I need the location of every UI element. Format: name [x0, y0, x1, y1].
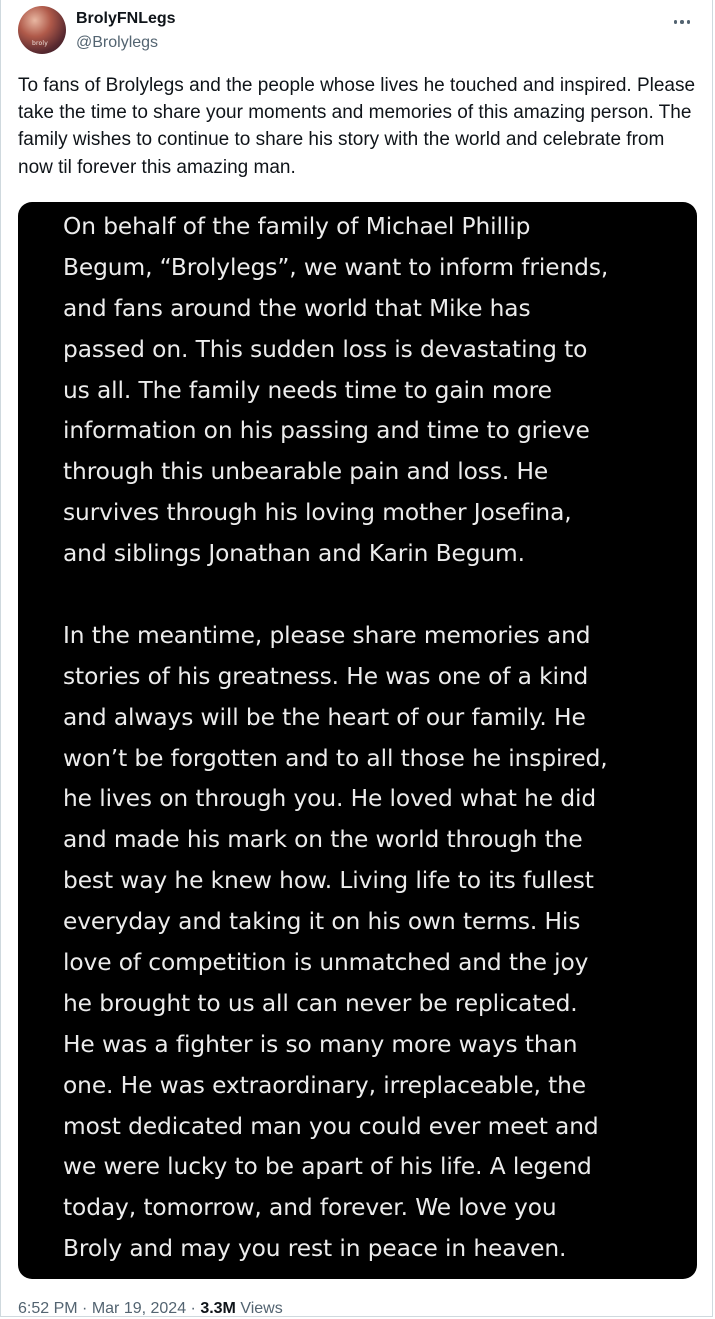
- image-text-line: stories of his greatness. He was one of a kind: [63, 662, 589, 690]
- image-text-line: In the meantime, please share memories and: [63, 621, 591, 649]
- tweet-image[interactable]: [18, 202, 697, 1279]
- image-text-line: He was a fighter is so many more ways than: [63, 1030, 578, 1058]
- image-text-line: Broly and may you rest in peace in heaven.: [63, 1235, 567, 1263]
- image-text-line: [63, 575, 683, 616]
- image-text-line: information on his passing and time to grieve: [63, 417, 590, 445]
- image-text-line: On behalf of the family of Michael Phillip: [63, 213, 531, 240]
- image-text-line: and made his mark on the world through the: [63, 826, 583, 854]
- image-text-line: most dedicated man you could ever meet and: [63, 1112, 599, 1140]
- image-text-line: everyday and taking it on his own terms. His: [63, 908, 581, 936]
- image-text-line: us all. The family needs time to gain more: [63, 376, 552, 404]
- views-count: 3.3M: [200, 1300, 236, 1317]
- image-text-line: passed on. This sudden loss is devastating to: [63, 335, 588, 363]
- meta-separator: ·: [77, 1300, 92, 1317]
- image-text-line: he brought to us all can never be replicated.: [63, 989, 578, 1017]
- display-name[interactable]: BrolyFNLegs: [76, 10, 176, 27]
- tweet-text: To fans of Brolylegs and the people whose lives he touched and inspired. Please take the time to share your moments and memories of this amazing person. The family wishes to continue to share his story with the world and celebrate from now til forever this amazing man.: [18, 75, 696, 178]
- meta-separator: ·: [186, 1300, 201, 1317]
- image-text-line: and always will be the heart of our family. He: [63, 703, 586, 731]
- image-text-line: and siblings Jonathan and Karin Begum.: [63, 540, 525, 568]
- user-handle[interactable]: @Brolylegs: [76, 34, 159, 51]
- avatar[interactable]: [18, 6, 66, 54]
- post-time[interactable]: 6:52 PM: [18, 1300, 78, 1317]
- image-text-line: today, tomorrow, and forever. We love you: [63, 1194, 557, 1222]
- image-text-line: love of competition is unmatched and the joy: [63, 949, 589, 977]
- image-text-line: we were lucky to be apart of his life. A legend: [63, 1153, 592, 1181]
- views-label: Views: [240, 1300, 283, 1317]
- more-dot: [674, 20, 678, 24]
- image-text-line: survives through his loving mother Josefina,: [63, 499, 572, 527]
- image-text-line: best way he knew how. Living life to its fullest: [63, 867, 594, 895]
- avatar-text: broly: [32, 40, 49, 47]
- image-text-line: won’t be forgotten and to all those he inspired,: [63, 744, 608, 772]
- image-text-line: he lives on through you. He loved what he did: [63, 785, 597, 813]
- image-text-line: one. He was extraordinary, irreplaceable, the: [63, 1071, 587, 1099]
- tweet-header: [18, 6, 698, 56]
- image-text-block: [63, 207, 683, 1270]
- more-dot: [680, 20, 684, 24]
- image-text-line: through this unbearable pain and loss. He: [63, 458, 549, 486]
- image-text-line: and fans around the world that Mike has: [63, 294, 531, 322]
- more-horizontal-icon[interactable]: [670, 10, 694, 34]
- tweet-metadata: [18, 1299, 283, 1319]
- more-dot: [687, 20, 691, 24]
- post-date[interactable]: Mar 19, 2024: [91, 1300, 187, 1317]
- image-text-line: Begum, “Brolylegs”, we want to inform friends,: [63, 253, 609, 281]
